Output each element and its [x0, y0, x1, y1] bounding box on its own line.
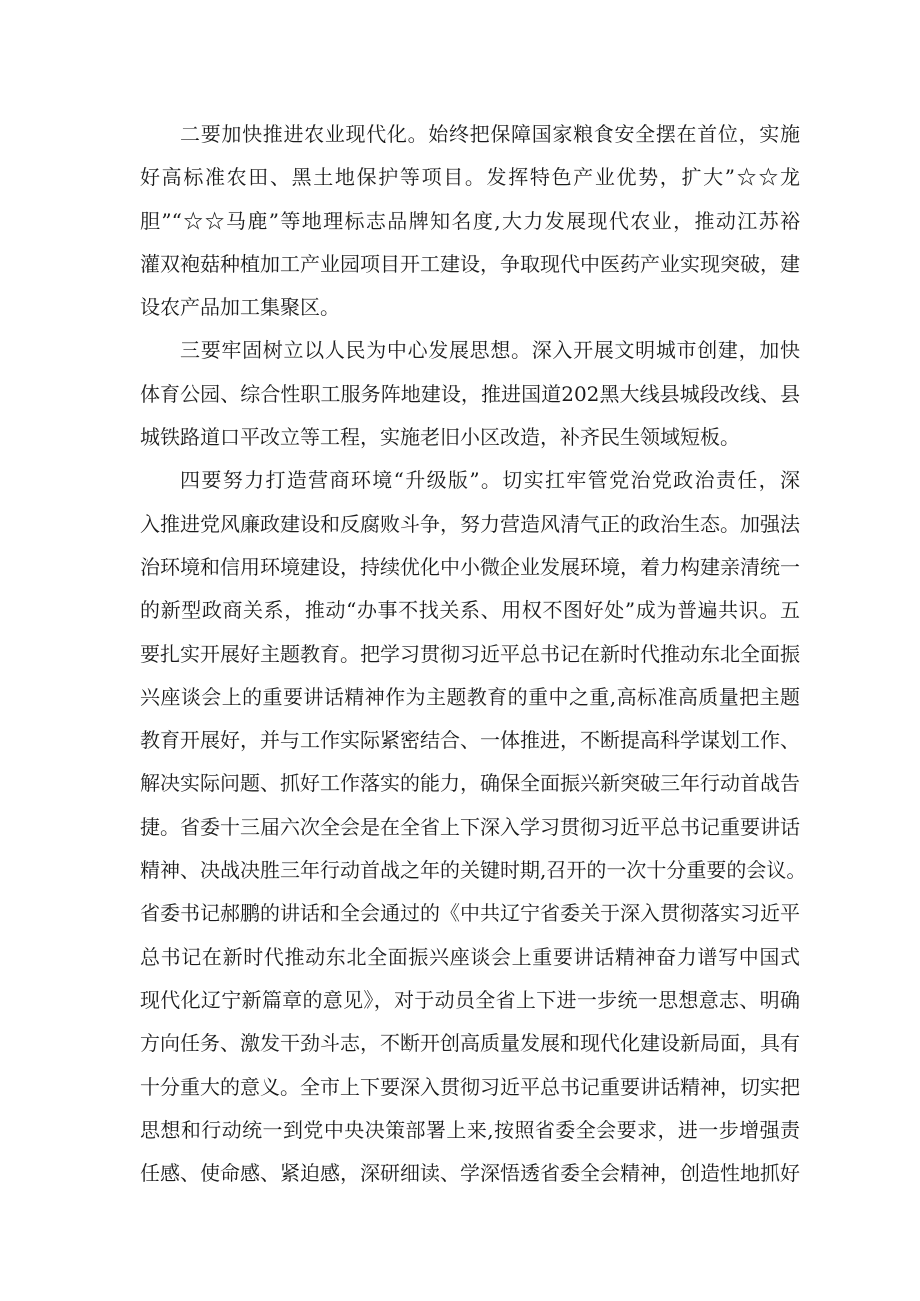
text-line: 思想和行动统一到党中央决策部署上来,按照省委全会要求，进一步增强责 [140, 1117, 800, 1142]
text-line: 兴座谈会上的重要讲话精神作为主题教育的重中之重,高标准高质量把主题 [140, 684, 800, 709]
text-line: 好高标准农田、黑土地保护等项目。发挥特色产业优势，扩大”☆☆龙 [140, 165, 800, 190]
text-line: 城铁路道口平改立等工程，实施老旧小区改造，补齐民生领域短板。 [140, 425, 740, 450]
paragraph-people [140, 329, 800, 459]
text-line: 省委书记郝鹏的讲话和全会通过的《中共辽宁省委关于深入贯彻落实习近平 [140, 901, 800, 926]
text-line: 体育公园、综合性职工服务阵地建设，推进国道202黑大线县城段改线、县 [140, 381, 800, 406]
text-line: 总书记在新时代推动东北全面振兴座谈会上重要讲话精神奋力谱写中国式 [140, 944, 800, 969]
text-line: 治环境和信用环境建设，持续优化中小微企业发展环境，着力构建亲清统一 [140, 554, 800, 579]
text-line: 灌双袍菇种植加工产业园项目开工建设，争取现代中医药产业实现突破，建 [140, 251, 800, 276]
text-line: 四要努力打造营商环境“升级版”。切实扛牢管党治党政治责任，深 [180, 468, 800, 493]
text-line: 解决实际问题、抓好工作落实的能力，确保全面振兴新突破三年行动首战告 [140, 771, 800, 796]
text-line: 精神、决战决胜三年行动首战之年的关键时期,召开的一次十分重要的会议。 [140, 858, 807, 883]
paragraph-agriculture [140, 113, 800, 329]
text-line: 现代化辽宁新篇章的意见》，对于动员全省上下进一步统一思想意志、明确 [140, 987, 800, 1012]
text-line: 入推进党风廉政建设和反腐败斗争，努力营造风清气正的政治生态。加强法 [140, 511, 800, 536]
text-line: 三要牢固树立以人民为中心发展思想。深入开展文明城市创建，加快 [180, 338, 800, 363]
text-line: 十分重大的意义。全市上下要深入贯彻习近平总书记重要讲话精神，切实把 [140, 1074, 800, 1099]
text-line: 方向任务、激发干劲斗志，不断开创高质量发展和现代化建设新局面，具有 [140, 1031, 800, 1056]
text-line: 要扎实开展好主题教育。把学习贯彻习近平总书记在新时代推动东北全面振 [140, 641, 800, 666]
text-line: 的新型政商关系，推动“办事不找关系、用权不图好处”成为普遍共识。五 [140, 598, 800, 623]
paragraph-business-environment [140, 459, 807, 1195]
text-line: 任感、使命感、紧迫感，深研细读、学深悟透省委全会精神，创造性地抓好 [140, 1161, 800, 1186]
body-text [140, 113, 807, 1195]
text-line: 胆”“☆☆马鹿”等地理标志品牌知名度,大力发展现代农业，推动江苏裕 [140, 208, 800, 233]
text-line: 二要加快推进农业现代化。始终把保障国家粮食安全摆在首位，实施 [180, 122, 800, 146]
text-line: 捷。省委十三届六次全会是在全省上下深入学习贯彻习近平总书记重要讲话 [140, 814, 800, 839]
text-line: 设农产品加工集聚区。 [140, 295, 340, 320]
text-line: 教育开展好，并与工作实际紧密结合、一体推进，不断提高科学谋划工作、 [140, 728, 800, 753]
